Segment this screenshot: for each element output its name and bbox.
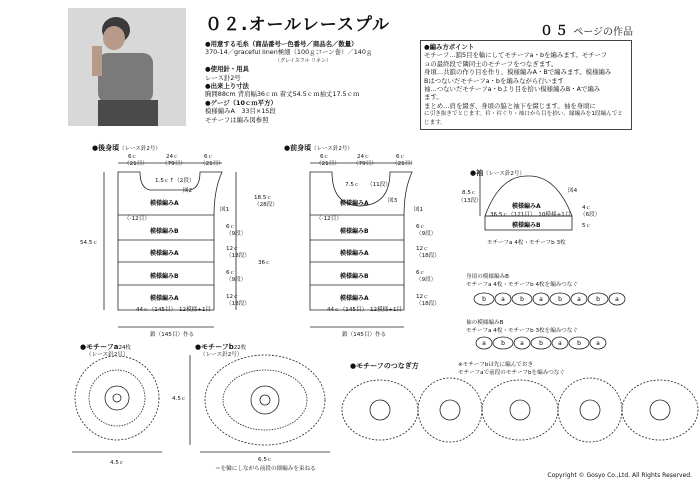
chain-motif-letter: b [520,296,524,303]
front-band-b-2: 模様編みB [340,273,369,280]
pattern-title: ０２.オールレースプル [205,15,391,35]
tools-text: レース針2号 [205,73,241,82]
back-dim: （9段） [226,277,247,283]
back-top-dim-left: 6ｃ [128,154,138,160]
back-top-rows-right: （21目） [200,161,224,167]
materials-heading: ●用意する毛糸（商品番号ー色番号／商品名／数量） [205,40,358,48]
sleeve-motif-note: モチーフa 4枚・モチーフb 3枚 [487,240,566,246]
chain-motif-letter: b [539,340,543,347]
motif-b-center [260,395,270,405]
back-figure-2: 図2 [183,188,193,194]
motif-b-count: 22枚 [233,345,247,351]
front-body-needle: （レース針2号） [311,146,353,152]
front-top-dim-left: 6ｃ [320,154,330,160]
motif-a-inner [105,386,129,410]
motif-b-title: ●モチーフb [195,343,234,351]
motif-a-outer [75,356,159,440]
chain-motif-letter: b [501,340,505,347]
chain-motif-letter: a [539,296,543,303]
motif-a-width: 4.5ｃ [110,460,125,466]
points-line: モチーフ…鎖5目を輪にしてモチーフa・bを編みます。モチーフ [424,51,608,60]
front-top-dim-center: 24ｃ [357,154,370,160]
points-line: に引き抜きでとじます。衿・衿ぐり・袖口から目を拾い、縁編みを1段編んでとじます。 [424,111,623,126]
back-bottom-width: 44ｃ（145目） 12模様+1目 [136,307,212,313]
gauge-line-1: 模様編みA 33目×15段 [205,107,276,116]
motif-a-center [113,394,121,402]
gauge-line-2: モチーフは編み図参照 [205,115,269,124]
back-body-outline [118,172,222,310]
back-body-label [92,143,161,153]
front-band-a-1: 模様編みA [340,200,369,207]
front-body-outline [310,172,412,310]
body-join-desc: モチーフa 4枚・モチーフb 4枚を編みつなぐ [466,282,579,288]
front-dim: 12ｃ [416,294,429,300]
sleeve-cuff-rows: （6段） [580,212,601,218]
points-line: ます。 [424,93,443,102]
motif-a-needle: （レース針2号） [86,352,129,358]
front-top-dim-right: 6ｃ [396,154,406,160]
front-figure-3: 図3 [388,198,398,204]
back-dim: （18段） [226,253,250,259]
front-dim: （18段） [416,301,440,307]
front-armhole: （-12目） [316,216,342,222]
join-motif-a-1 [418,378,482,442]
back-dim: 12ｃ [226,246,239,252]
front-dim: 6ｃ [416,224,426,230]
joining-note-1: ※モチーフbは先に編んでおき [458,362,534,368]
front-dim: 12ｃ [416,246,429,252]
front-band-b-1: 模様編みB [340,228,369,235]
motif-b-needle: （レース針2号） [200,352,243,358]
back-dim: 6ｃ [226,270,236,276]
chain-motif-letter: b [596,296,600,303]
front-top-rows-left: （21目） [316,161,340,167]
chain-motif-letter: a [615,296,619,303]
chain-motif-letter: a [577,296,581,303]
back-band-a-2: 模様編みA [150,250,179,257]
back-total-length: 54.5ｃ [80,240,99,246]
front-top-rows-right: （21目） [392,161,416,167]
back-cast-on: 鎖（145目）作る [150,332,195,338]
copyright: Copyright © Gosyo Co.,Ltd. All Rights Reserved. [547,472,692,479]
sleeve-band-dim: 5ｃ [582,223,592,229]
sleeve-join-chain [476,337,606,349]
back-top-rows-left: （21目） [124,161,148,167]
chain-motif-letter: a [520,340,524,347]
motif-b-width: 6.5ｃ [258,457,273,463]
front-dim: （18段） [416,253,440,259]
join-motif-b-3 [622,380,698,440]
front-top-rows-center: （79目） [353,161,377,167]
front-dim: （9段） [416,277,437,283]
front-neck-rows: （11段） [367,182,391,188]
sleeve-needle: （レース針2号） [483,171,525,177]
back-figure-1: 図1 [220,207,230,213]
back-neck-dim: 1.5ｃ↑（2段） [155,178,195,184]
sleeve-cap-depth: 8.5ｃ [462,190,477,196]
front-dim: 6ｃ [416,270,426,276]
back-band-b-1: 模様編みB [150,228,179,235]
joining-note-2: モチーフaで前段のモチーフbを編みつなぐ [458,370,565,376]
motif-b-inner [251,386,279,414]
sleeve-cuff-dim: 4ｃ [582,205,592,211]
sleeve-band-a: 模様編みA [512,203,541,210]
motif-b-mid [223,370,307,430]
motif-a-mid [89,370,145,426]
points-line: まとめ…肩を綴ぎ、身頃の脇と袖下を綴じます。袖を身頃に [424,101,596,110]
back-armhole-rows: （28段） [254,202,278,208]
back-band-a-1: 模様編みA [150,200,179,207]
points-line: 袖…つないだモチーフa・bより目を拾い模様編みB・Aで編み [424,85,601,94]
page-reference-text: ページの作品 [573,27,634,38]
back-dim: （9段） [226,231,247,237]
join-motif-b-2 [482,380,558,440]
size-text: 胸囲88cm 背肩幅36ｃｍ 着丈54.5ｃｍ袖丈17.5ｃｍ [205,90,360,99]
chain-motif-letter: a [501,296,505,303]
front-body-label [284,143,353,153]
tools-heading: ●使用針・用具 [205,65,249,74]
back-armhole: （-12目） [124,216,150,222]
motif-b-height: 4.5ｃ [172,396,187,402]
motif-a-title: ●モチーフa [80,343,119,351]
back-armhole-depth: 18.5ｃ [254,195,273,201]
back-dim: 12ｃ [226,294,239,300]
sleeve-cap-rows: （13段） [458,198,482,204]
materials-line: 370-14／graceful linen極細（100ｇコーン巻）／140ｇ [205,48,373,57]
back-body-title: ●後身頃 [92,144,120,152]
body-join-chain [474,293,625,305]
joining-label: ●モチーフのつなぎ方 [350,362,419,370]
back-dim: 6ｃ [226,224,236,230]
join-motif-a-2 [558,378,622,442]
back-band-a-3: 模様編みA [150,295,179,302]
sleeve-band-b: 模様編みB [512,222,541,229]
chain-motif-letter: b [577,340,581,347]
sleeve-join-desc: モチーフa 4枚・モチーフb 3枚を編みつなぐ [466,328,579,334]
front-band-a-2: 模様編みA [340,250,369,257]
chain-motif-letter: b [482,296,486,303]
back-side-length: 36ｃ [258,260,271,266]
sleeve-join-title: 袖の模様編みB [466,320,504,326]
page-number: ０５ [540,24,571,39]
front-band-a-3: 模様編みA [340,295,369,302]
chain-motif-letter: a [558,340,562,347]
chain-motif-letter: b [558,296,562,303]
back-top-dim-right: 6ｃ [204,154,214,160]
chain-motif-letter: a [482,340,486,347]
back-top-dim-center: 24ｃ [166,154,179,160]
points-line: ａの最終段で隣同士のモチーフをつなぎます。 [424,59,558,68]
chain-motif-letter: a [596,340,600,347]
back-dim: （18段） [226,301,250,307]
front-neck-depth: 7.5ｃ [345,182,360,188]
back-body-needle: （レース針2号） [119,146,161,152]
points-line: Bはつないだモチーフa・bを編みながら行います [424,76,564,85]
motif-a-count: 24枚 [118,345,131,351]
join-motif-b-1 [342,380,418,440]
sleeve-width: 36.5ｃ（121目） 10模様+1目 [490,212,571,218]
points-line: 身頃…共鎖の作り目を作り、模様編みA・Bで編みます。模様編み [424,68,612,77]
points-heading: ●編み方ポイント [424,43,475,51]
gauge-heading: ●ゲージ（10ｃｍ平方） [205,98,277,107]
sleeve-label [470,168,525,178]
sleeve-title: ●袖 [470,169,484,177]
body-join-title: 身頃の模様編みB [466,274,509,280]
sleeve-figure-4: 図4 [568,188,578,194]
front-figure-1: 図1 [414,207,424,213]
materials-note: （グレイスフル リネン） [275,57,331,64]
front-bottom-width: 44ｃ（145目） 12模様+1目 [327,307,403,313]
back-top-rows-center: （79目） [162,161,186,167]
size-heading: ●出来上り寸法 [205,82,249,91]
front-cast-on: 鎖（145目）作る [342,332,387,338]
back-band-b-2: 模様編みB [150,273,179,280]
motif-b-note: ＝を輪にしながら前段の細編みを束ねる [215,466,316,472]
front-body-title: ●前身頃 [284,144,312,152]
front-dim: （9段） [416,231,437,237]
